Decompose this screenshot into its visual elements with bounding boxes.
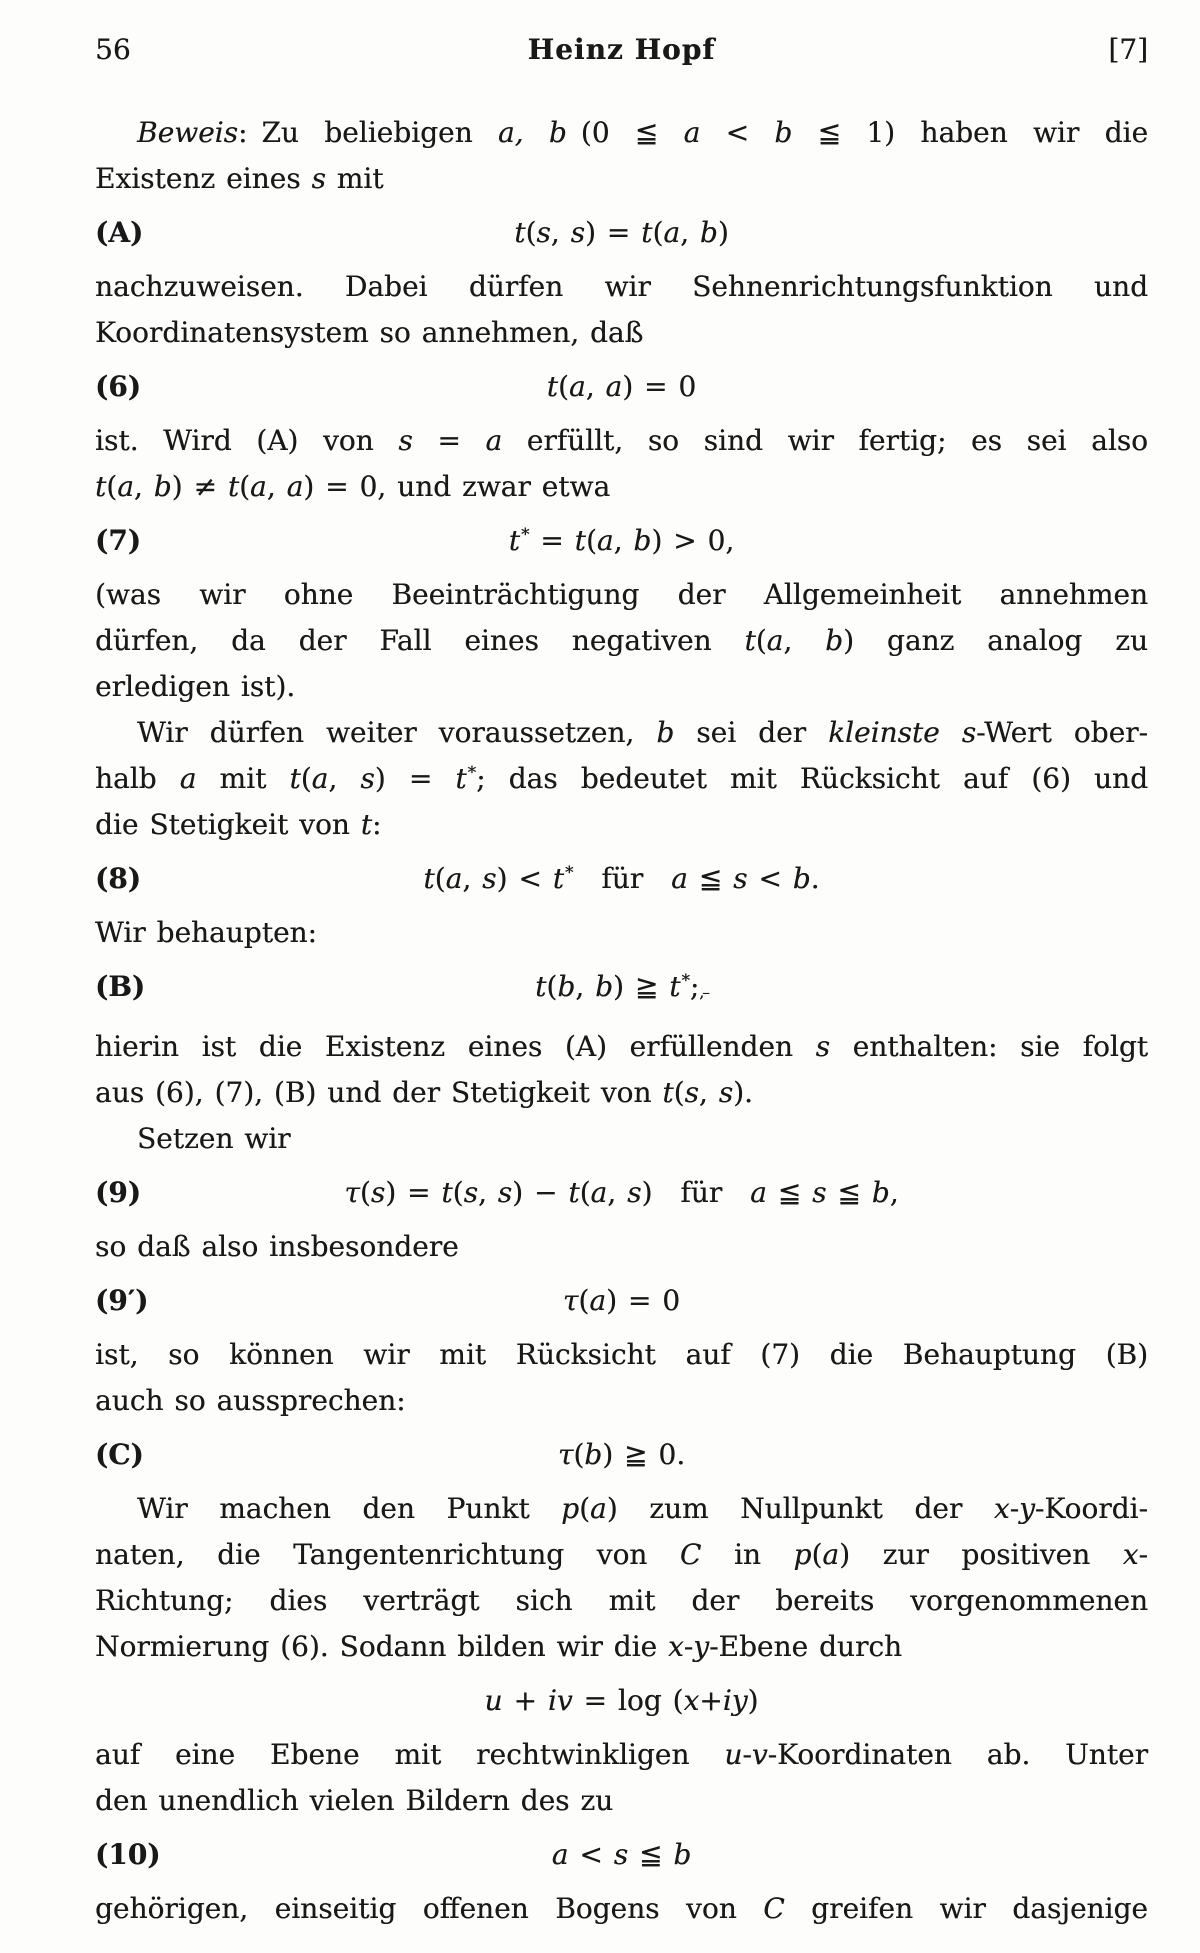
equation-6 bbox=[95, 364, 1148, 410]
text-line: Koordinatensystem so annehmen, daß bbox=[95, 316, 644, 349]
equation-body: τ(a) = 0 bbox=[562, 1283, 681, 1317]
equation-A bbox=[95, 210, 1148, 256]
text-line: Existenz eines s mit bbox=[95, 162, 384, 195]
equation-9-prime bbox=[95, 1278, 1148, 1324]
text-line: naten, die Tangentenrichtung von C in p(a) zur positiven x- bbox=[95, 1537, 1148, 1571]
equation-body: t* = t(a, b) > 0, bbox=[508, 523, 735, 557]
text-line: die Stetigkeit von t: bbox=[95, 808, 382, 841]
text-line: Normierung (6). Sodann bilden wir die x-y-Ebene durch bbox=[95, 1629, 903, 1663]
text-line: gehörigen, einseitig offenen Bogens von C greifen wir dasjenige bbox=[95, 1891, 1148, 1925]
equation-label: (B) bbox=[95, 970, 146, 1003]
running-title: Heinz Hopf bbox=[527, 33, 716, 66]
text-line: hierin ist die Existenz eines (A) erfüllenden s enthalten: sie folgt bbox=[95, 1029, 1148, 1063]
equation-C bbox=[95, 1432, 1148, 1478]
text-line: halb a mit t(a, s) = t*; das bedeutet mit Rücksicht auf (6) und bbox=[95, 761, 1149, 795]
text-line: auch so aussprechen: bbox=[95, 1383, 406, 1417]
equation-uv-log bbox=[95, 1678, 1148, 1724]
equation-label: (6) bbox=[95, 370, 141, 403]
text-line: Setzen wir bbox=[137, 1121, 291, 1155]
equation-body: τ(s) = t(s, s) − t(a, s) für a ≦ s ≦ b, bbox=[344, 1175, 899, 1209]
text-line: (was wir ohne Beeinträchtigung der Allgemeinheit annehmen bbox=[95, 578, 1148, 611]
text-line: Beweis: Zu beliebigen a, b (0 ≦ a < b ≦ 1) haben wir die bbox=[137, 116, 1149, 149]
equation-body: u + iv = log (x+iy) bbox=[484, 1683, 759, 1717]
equation-label: (10) bbox=[95, 1837, 161, 1871]
text-line: dürfen, da der Fall eines negativen t(a, b) ganz analog zu bbox=[95, 624, 1148, 657]
equation-9 bbox=[95, 1170, 1148, 1216]
text-line: ist. Wird (A) von s = a erfüllt, so sind wir fertig; es sei also bbox=[95, 424, 1149, 457]
text-line: erledigen ist). bbox=[95, 670, 296, 703]
reference-mark: [7] bbox=[1108, 33, 1148, 66]
text-line: t(a, b) ≠ t(a, a) = 0, und zwar etwa bbox=[95, 470, 611, 503]
text-column bbox=[95, 110, 1148, 1932]
equation-body: t(s, s) = t(a, b) bbox=[514, 216, 729, 249]
equation-body: t(b, b) ≧ t*;,– bbox=[535, 969, 708, 1003]
text-line: ist, so können wir mit Rücksicht auf (7) die Behauptung (B) bbox=[95, 1337, 1148, 1371]
equation-7 bbox=[95, 518, 1148, 564]
text-line: Wir dürfen weiter voraussetzen, b sei der kleinste s-Wert ober- bbox=[137, 716, 1148, 749]
equation-label: (C) bbox=[95, 1437, 144, 1471]
equation-body: t(a, s) < t* für a ≦ s < b. bbox=[423, 861, 820, 895]
equation-label: (9′) bbox=[95, 1283, 149, 1317]
equation-body: a < s ≦ b bbox=[551, 1837, 692, 1871]
text-line: auf eine Ebene mit rechtwinkligen u-v-Koordinaten ab. Unter bbox=[95, 1737, 1149, 1771]
equation-10 bbox=[95, 1832, 1148, 1878]
equation-label: (A) bbox=[95, 216, 144, 249]
text-line: nachzuweisen. Dabei dürfen wir Sehnenrichtungsfunktion und bbox=[95, 270, 1148, 303]
equation-label: (8) bbox=[95, 862, 141, 895]
equation-body: t(a, a) = 0 bbox=[546, 370, 697, 403]
page-header bbox=[95, 30, 1148, 70]
text-line: Richtung; dies verträgt sich mit der bereits vorgenommenen bbox=[95, 1583, 1148, 1617]
equation-body: τ(b) ≧ 0. bbox=[557, 1437, 686, 1471]
equation-label: (7) bbox=[95, 524, 141, 557]
text-line: Wir behaupten: bbox=[95, 916, 317, 949]
text-line: Wir machen den Punkt p(a) zum Nullpunkt der x-y-Koordi- bbox=[137, 1491, 1148, 1525]
text-line: den unendlich vielen Bildern des zu bbox=[95, 1783, 614, 1817]
text-line: aus (6), (7), (B) und der Stetigkeit von t(s, s). bbox=[95, 1075, 753, 1109]
equation-B bbox=[95, 964, 1148, 1016]
equation-label: (9) bbox=[95, 1175, 141, 1209]
page-number: 56 bbox=[95, 33, 131, 66]
text-line: so daß also insbesondere bbox=[95, 1229, 459, 1263]
equation-8 bbox=[95, 856, 1148, 902]
